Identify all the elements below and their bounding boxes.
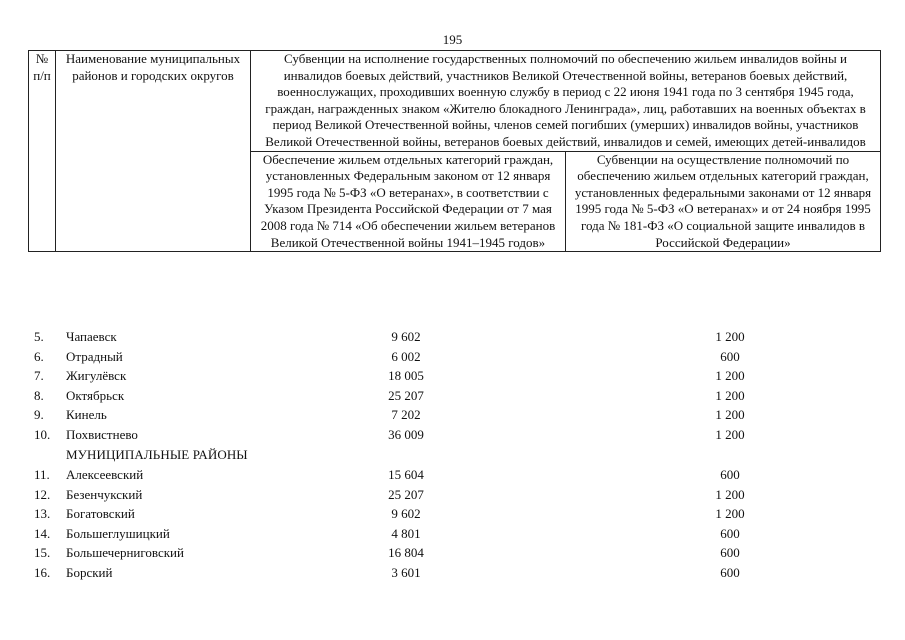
row-value-b: 600 — [720, 545, 740, 560]
table-header — [28, 50, 881, 252]
table-row — [0, 386, 905, 406]
table-row — [0, 543, 905, 563]
page-number: 195 — [442, 32, 463, 47]
row-name: Октябрьск — [66, 387, 125, 403]
row-value-a: 15 604 — [388, 467, 424, 482]
row-value-b: 1 200 — [715, 387, 745, 403]
row-name: Жигулёвск — [66, 368, 127, 383]
row-name: Большеглушицкий — [66, 525, 170, 541]
row-number: 12. — [34, 486, 51, 502]
row-value-a: 7 202 — [391, 407, 421, 422]
row-name: Богатовский — [66, 506, 135, 521]
table-row — [0, 425, 905, 445]
row-value-b: 1 200 — [715, 486, 745, 502]
row-name: Похвистнево — [66, 426, 138, 442]
table-row — [0, 405, 905, 425]
row-number: 7. — [34, 368, 44, 383]
table-row — [0, 347, 905, 367]
row-value-b: 600 — [720, 467, 740, 482]
table-row — [0, 504, 905, 524]
row-number: 14. — [34, 525, 51, 541]
row-number: 15. — [34, 545, 51, 560]
header-col-name: Наименование муниципальных районов и городских округов — [56, 51, 251, 252]
table-row — [0, 485, 905, 505]
row-value-b: 1 200 — [715, 368, 745, 383]
row-number: 6. — [34, 348, 44, 364]
row-number: 11. — [34, 467, 50, 482]
row-name: Большечерниговский — [66, 545, 184, 560]
header-col-a: Обеспечение жильем отдельных категорий граждан, установленных Федеральным законом от 12 января 1995 года № 5-ФЗ «О ветеранах», в соответствии с Указом Президента Российской Федерации от 7 мая 2008 года № 714 «Об обеспечении жильем ветеранов Великой Отечественной войны 1941–1945 годов» — [251, 151, 566, 252]
row-value-a: 4 801 — [391, 525, 421, 541]
row-value-a: 36 009 — [388, 426, 424, 442]
table-row — [0, 563, 905, 583]
header-col-group: Субвенции на исполнение государственных полномочий по обеспечению жильем инвалидов войны и инвалидов боевых действий, участников Великой Отечественной войны, ветеранов боевых действий, военнослужащих, проходивших военную службу в период с 22 июня 1941 года по 3 сентября 1945 года, граждан, награжденных знаком «Жителю блокадного Ленинграда», лиц, работавших на военных объектах в период Великой Отечественной войны, членов семей погибших (умерших) инвалидов войны, участников Великой Отечественной войны, ветеранов боевых действий, инвалидов и семей, имеющих детей-инвалидов — [251, 51, 881, 152]
row-value-b: 1 200 — [715, 329, 745, 344]
row-name: Борский — [66, 564, 113, 580]
table-body — [0, 327, 905, 582]
row-value-a: 25 207 — [388, 486, 424, 502]
row-value-a: 9 602 — [391, 506, 421, 521]
row-value-b: 600 — [720, 348, 740, 364]
row-value-a: 18 005 — [388, 368, 424, 383]
row-name: Кинель — [66, 407, 107, 422]
row-value-b: 1 200 — [715, 426, 745, 442]
header-col-b: Субвенции на осуществление полномочий по обеспечению жильем отдельных категорий граждан, установленных федеральными законами от 12 января 1995 года № 5-ФЗ «О ветеранах» и от 24 ноября 1995 года № 181-ФЗ «О социальной защите инвалидов в Российской Федерации» — [566, 151, 881, 252]
row-value-b: 1 200 — [715, 506, 745, 521]
row-name: Безенчукский — [66, 486, 143, 502]
row-value-b: 1 200 — [715, 407, 745, 422]
row-number: 9. — [34, 407, 44, 422]
row-number: 8. — [34, 387, 44, 403]
row-value-b: 600 — [720, 564, 740, 580]
row-name: Алексеевский — [66, 467, 144, 482]
table-row — [0, 524, 905, 544]
table-row — [0, 366, 905, 386]
row-value-a: 6 002 — [391, 348, 421, 364]
row-number: 10. — [34, 426, 51, 442]
row-name: Отрадный — [66, 348, 123, 364]
section-title: МУНИЦИПАЛЬНЫЕ РАЙОНЫ — [66, 447, 248, 462]
row-value-b: 600 — [720, 525, 740, 541]
section-row — [0, 444, 905, 465]
row-value-a: 3 601 — [391, 564, 421, 580]
table-row — [0, 465, 905, 485]
row-number: 5. — [34, 329, 44, 344]
row-value-a: 16 804 — [388, 545, 424, 560]
table-row — [0, 327, 905, 347]
row-name: Чапаевск — [66, 329, 117, 344]
header-col-number: № п/п — [29, 51, 56, 252]
row-value-a: 25 207 — [388, 387, 424, 403]
row-number: 13. — [34, 506, 51, 521]
row-value-a: 9 602 — [391, 329, 421, 344]
row-number: 16. — [34, 564, 51, 580]
